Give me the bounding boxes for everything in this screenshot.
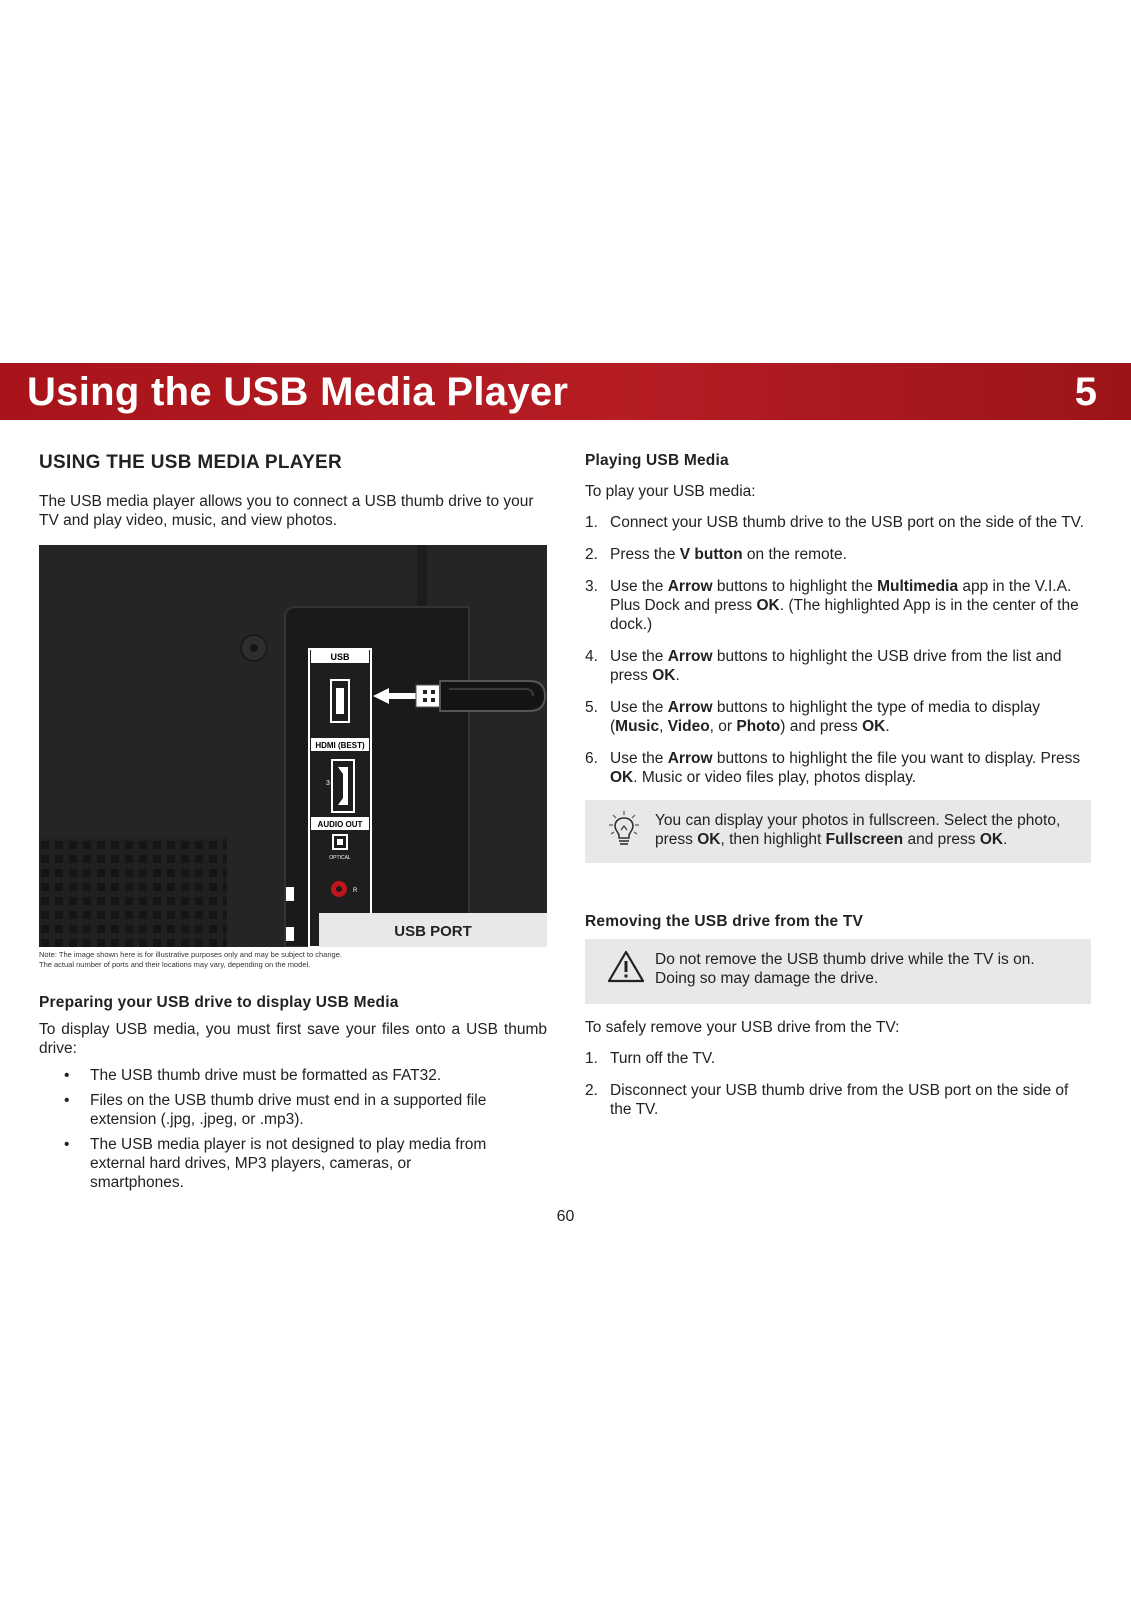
playing-intro: To play your USB media:: [585, 483, 756, 500]
remove-step-2: 2. Disconnect your USB thumb drive from the USB port on the side of the TV.: [585, 1082, 1069, 1118]
page-number: 60: [556, 1208, 575, 1225]
removing-heading: Removing the USB drive from the TV: [585, 913, 864, 930]
chapter-banner: [0, 363, 1131, 420]
audio-out-label: AUDIO OUT: [317, 820, 363, 829]
chapter-number: 5: [1074, 370, 1097, 414]
section-heading: USING THE USB MEDIA PLAYER: [39, 452, 343, 473]
tip-text: You can display your photos in fullscreen. Select the photo, press OK, then highlight Fullscreen and press OK.: [655, 812, 1061, 848]
step-1: 1. Connect your USB thumb drive to the USB port on the side of the TV.: [585, 514, 1084, 531]
chapter-title: Using the USB Media Player: [27, 370, 569, 414]
warning-icon: [607, 949, 645, 988]
hdmi-port-label: HDMI (BEST): [315, 741, 365, 750]
tip-box: [585, 800, 1091, 863]
playing-heading: Playing USB Media: [585, 452, 729, 469]
tv-back-panel-drawing: [39, 545, 547, 947]
lightbulb-icon: [607, 810, 641, 853]
audio-r-label: R: [353, 888, 358, 894]
optical-label: OPTICAL: [329, 855, 351, 861]
bullet: •: [64, 1067, 70, 1084]
step-5: 5. Use the Arrow buttons to highlight the type of media to display (Music, Video, or Photo) and press OK.: [585, 699, 1040, 735]
step-2: 2. Press the V button on the remote.: [585, 546, 847, 563]
bullet: •: [64, 1136, 70, 1153]
warning-box: [585, 939, 1091, 1004]
usb-port-illustration: [39, 545, 547, 947]
intro-paragraph: The USB media player allows you to connect a USB thumb drive to your TV and play video, music, and view photos.: [39, 493, 534, 529]
figure-note-line-1: Note: The image shown here is for illustrative purposes only and may be subject to change.: [39, 950, 342, 959]
remove-step-1: 1. Turn off the TV.: [585, 1050, 716, 1067]
list-item: • The USB thumb drive must be formatted as FAT32.: [64, 1067, 442, 1084]
usb-port-callout: USB PORT: [394, 923, 472, 940]
list-item: • Files on the USB thumb drive must end in a supported file extension (.jpg, .jpeg, or .mp3).: [64, 1092, 487, 1128]
prep-intro: To display USB media, you must first save your files onto a USB thumb drive:: [39, 1021, 547, 1057]
step-6: 6. Use the Arrow buttons to highlight the file you want to display. Press OK. Music or video files play, photos display.: [585, 750, 1081, 786]
remove-steps: [585, 1049, 1091, 1119]
usb-port-label: USB: [330, 652, 350, 662]
step-4: 4. Use the Arrow buttons to highlight the USB drive from the list and press OK.: [585, 648, 1062, 684]
requirements-list: [39, 1066, 547, 1192]
left-column: [39, 452, 547, 1198]
prep-heading: Preparing your USB drive to display USB Media: [39, 994, 399, 1011]
hdmi-number-label: 3: [326, 780, 330, 787]
list-item: • The USB media player is not designed to play media from external hard drives, MP3 players, cameras, or smartphones.: [64, 1136, 487, 1191]
figure-note-line-2: The actual number of ports and their locations may vary, depending on the model.: [39, 960, 311, 969]
step-3: 3. Use the Arrow buttons to highlight the Multimedia app in the V.I.A. Plus Dock and press OK. (The highlighted App is in the center of the dock.): [585, 578, 1079, 633]
figure-note: [39, 950, 547, 970]
right-column: [585, 452, 1091, 1132]
warning-text: Do not remove the USB thumb drive while the TV is on. Doing so may damage the drive.: [655, 951, 1035, 987]
bullet: •: [64, 1092, 70, 1109]
remove-intro: To safely remove your USB drive from the TV:: [585, 1019, 900, 1036]
playing-steps: [585, 513, 1091, 787]
